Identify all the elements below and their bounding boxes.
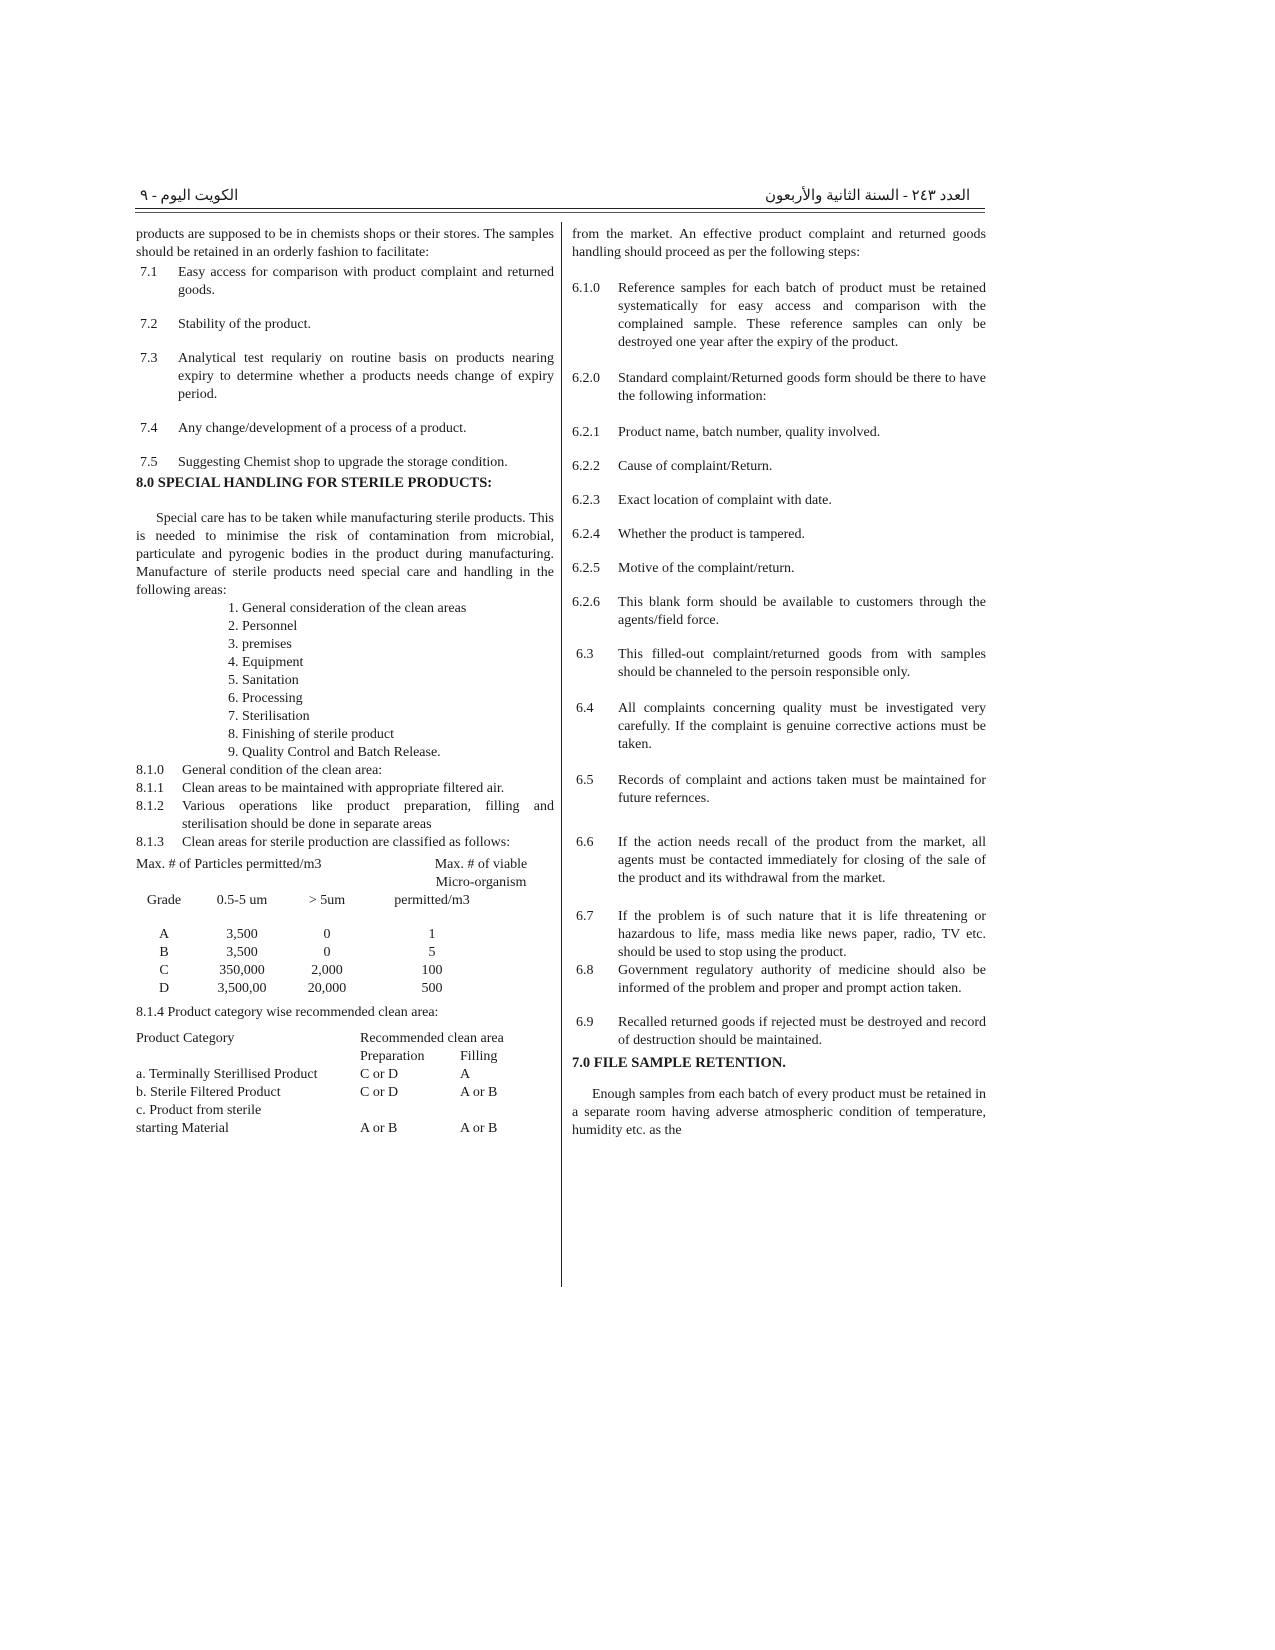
right-intro: from the market. An effective product complaint and returned goods handling should proceed as per the following steps:	[572, 227, 986, 260]
item-text: Recalled returned goods if rejected must be destroyed and record of destruction should be maintained.	[618, 1015, 986, 1048]
section-paragraph: Special care has to be taken while manufacturing sterile products. This is needed to minimise the risk of contamination from microbial, particulate and pyrogenic bodies in the product during manufacturing. Manufacture of sterile products need special care and handling in the following areas:	[136, 511, 554, 598]
item-text: Stability of the product.	[178, 317, 311, 332]
list-item	[572, 424, 986, 442]
list-item: 6. Processing	[228, 691, 303, 706]
table-cell: 0	[323, 945, 331, 960]
list-item	[572, 594, 986, 630]
item-text: If the action needs recall of the product from the market, all agents must be contacted immediately for closing of the sale of the product and its withdrawal from the market.	[618, 835, 986, 886]
table-header: > 5um	[308, 893, 346, 908]
table-cell: 350,000	[219, 963, 265, 978]
item-number: 7.5	[140, 455, 158, 470]
item-number: 7.2	[140, 317, 158, 332]
list-item	[572, 908, 986, 962]
table-cell: 20,000	[307, 981, 347, 996]
header-right-arabic: العدد ٢٤٣ - السنة الثانية والأربعون	[765, 188, 971, 204]
table-cell: C or D	[360, 1085, 399, 1100]
table-cell: c. Product from sterile	[136, 1103, 262, 1118]
item-number: 6.2.4	[572, 527, 600, 542]
table-header: Grade	[146, 893, 182, 908]
list-item	[572, 280, 986, 352]
item-text: Analytical test requlariy on routine basis on products nearing expiry to determine whether a products needs change of expiry period.	[178, 351, 554, 402]
table-header: 0.5-5 um	[216, 893, 268, 908]
item-text: Standard complaint/Returned goods form should be there to have the following information:	[618, 371, 986, 404]
item-text: This blank form should be available to customers through the agents/field force.	[618, 595, 986, 628]
item-number: 6.6	[576, 835, 594, 850]
left-column	[136, 226, 554, 1138]
section-subheading: 8.1.4 Product category wise recommended clean area:	[136, 1005, 439, 1020]
column-divider	[561, 222, 562, 1287]
list-item	[136, 316, 554, 334]
list-item	[136, 264, 554, 300]
item-text: General condition of the clean area:	[182, 763, 383, 778]
header-left-arabic: الكويت اليوم - ٩	[140, 188, 239, 204]
list-item	[572, 700, 986, 754]
item-text: Cause of complaint/Return.	[618, 459, 773, 474]
category-table	[136, 1030, 554, 1138]
item-number: 6.9	[576, 1015, 594, 1030]
list-item	[572, 646, 986, 682]
table-cell: C or D	[360, 1067, 399, 1082]
table-row	[136, 926, 554, 944]
list-item: 2. Personnel	[228, 619, 298, 634]
list-item	[572, 962, 986, 998]
item-text: Records of complaint and actions taken must be maintained for future refernces.	[618, 773, 986, 806]
table-cell: 2,000	[311, 963, 343, 978]
list-item: 4. Equipment	[228, 655, 304, 670]
table-cell: B	[159, 945, 169, 960]
item-number: 6.1.0	[572, 281, 600, 296]
section-paragraph: Enough samples from each batch of every product must be retained in a separate room having adverse atmospheric condition of temperature, humidity etc. as the	[572, 1087, 986, 1138]
item-text: All complaints concerning quality must be investigated very carefully. If the complaint is genuine corrective actions must be taken.	[618, 701, 986, 752]
list-item: 3. premises	[228, 637, 292, 652]
item-number: 6.2.1	[572, 425, 600, 440]
table-cell: A or B	[460, 1085, 498, 1100]
list-item	[136, 454, 554, 472]
grade-table	[136, 856, 554, 998]
item-number: 6.2.2	[572, 459, 600, 474]
item-number: 7.1	[140, 265, 158, 280]
item-text: Government regulatory authority of medicine should also be informed of the problem and proper and prompt action taken.	[618, 963, 986, 996]
list-item	[572, 492, 986, 510]
header-rule	[135, 208, 985, 209]
section-heading: 7.0 FILE SAMPLE RETENTION.	[572, 1055, 786, 1071]
table-cell	[460, 1102, 550, 1120]
item-number: 6.2.6	[572, 595, 600, 610]
list-item: 8. Finishing of sterile product	[228, 727, 395, 742]
table-cell: a. Terminally Sterillised Product	[136, 1067, 318, 1082]
table-row	[136, 980, 554, 998]
table-cell: A	[460, 1067, 471, 1082]
table-cell: 500	[421, 981, 443, 996]
table-header: Max. # of viable	[434, 857, 528, 872]
item-number: 8.1.2	[136, 799, 164, 814]
table-cell: A or B	[460, 1121, 498, 1136]
item-text: Various operations like product preparation, filling and sterilisation should be done in separate areas	[182, 799, 554, 832]
table-header-row	[136, 1048, 554, 1066]
list-item: 5. Sanitation	[228, 673, 299, 688]
table-header: Product Category	[136, 1031, 235, 1046]
item-number: 7.4	[140, 421, 158, 436]
item-text: Product name, batch number, quality involved.	[618, 425, 881, 440]
item-number: 6.3	[576, 647, 594, 662]
table-cell: A	[158, 927, 170, 942]
table-header: Micro-organism	[435, 875, 527, 890]
table-header-row	[136, 874, 554, 892]
table-header-row	[136, 892, 554, 910]
list-item	[572, 526, 986, 544]
table-header-row	[136, 856, 554, 874]
item-number: 6.2.3	[572, 493, 600, 508]
table-cell: 3,500	[226, 945, 258, 960]
table-row	[136, 1084, 554, 1102]
left-intro: products are supposed to be in chemists shops or their stores. The samples should be retained in an orderly fashion to facilitate:	[136, 227, 554, 260]
list-item: 1. General consideration of the clean areas	[228, 601, 467, 616]
item-text: This filled-out complaint/returned goods from with samples should be channeled to the persoin responsible only.	[618, 647, 986, 680]
item-number: 8.1.0	[136, 763, 164, 778]
item-number: 7.3	[140, 351, 158, 366]
areas-list	[136, 600, 554, 762]
list-item	[136, 834, 554, 852]
item-text: Clean areas to be maintained with appropriate filtered air.	[182, 781, 505, 796]
header-rule-thin	[135, 212, 985, 213]
section-heading: 8.0 SPECIAL HANDLING FOR STERILE PRODUCTS:	[136, 475, 493, 491]
item-number: 6.5	[576, 773, 594, 788]
list-item: 9. Quality Control and Batch Release.	[228, 745, 441, 760]
table-row	[136, 944, 554, 962]
item-number: 6.2.0	[572, 371, 600, 386]
table-cell: 3,500	[226, 927, 258, 942]
list-item	[136, 350, 554, 404]
item-number: 8.1.1	[136, 781, 164, 796]
item-text: Motive of the complaint/return.	[618, 561, 795, 576]
list-item	[136, 762, 554, 780]
list-item	[572, 458, 986, 476]
item-number: 8.1.3	[136, 835, 164, 850]
item-text: If the problem is of such nature that it is life threatening or hazardous to life, mass media like news paper, radio, TV etc. should be used to stop using the product.	[618, 909, 986, 960]
list-item	[572, 560, 986, 578]
item-number: 6.7	[576, 909, 594, 924]
table-cell: 1	[428, 927, 436, 942]
item-text: Any change/development of a process of a product.	[178, 421, 467, 436]
table-cell: D	[158, 981, 170, 996]
item-number: 6.8	[576, 963, 594, 978]
table-row	[136, 1102, 554, 1120]
table-header: permitted/m3	[394, 893, 470, 908]
table-header: Max. # of Particles permitted/m3	[136, 857, 322, 872]
table-cell: starting Material	[136, 1121, 229, 1136]
table-cell: 3,500,00	[217, 981, 267, 996]
item-text: Suggesting Chemist shop to upgrade the storage condition.	[178, 455, 508, 470]
list-item	[136, 420, 554, 438]
table-cell: 100	[421, 963, 443, 978]
item-number: 6.2.5	[572, 561, 600, 576]
table-cell: 0	[323, 927, 331, 942]
table-cell: b. Sterile Filtered Product	[136, 1085, 281, 1100]
list-item	[572, 370, 986, 406]
table-cell: A or B	[360, 1121, 398, 1136]
item-number: 6.4	[576, 701, 594, 716]
table-header-row	[136, 1030, 554, 1048]
item-text: Reference samples for each batch of product must be retained systematically for easy access and comparison with the complained sample. These reference samples can only be destroyed one year after the expiry of the product.	[618, 281, 986, 350]
item-text: Exact location of complaint with date.	[618, 493, 832, 508]
list-item: 7. Sterilisation	[228, 709, 310, 724]
table-header: Filling	[460, 1049, 498, 1064]
table-row	[136, 1120, 554, 1138]
list-item	[136, 780, 554, 798]
list-item	[572, 1014, 986, 1050]
item-text: Clean areas for sterile production are classified as follows:	[182, 835, 511, 850]
list-item	[572, 772, 986, 808]
list-item	[572, 834, 986, 888]
table-cell: C	[159, 963, 169, 978]
table-row	[136, 962, 554, 980]
item-text: Easy access for comparison with product complaint and returned goods.	[178, 265, 554, 298]
item-text: Whether the product is tampered.	[618, 527, 805, 542]
right-column	[572, 226, 986, 1140]
table-cell: 5	[428, 945, 436, 960]
table-header: Recommended clean area	[360, 1031, 504, 1046]
table-header: Preparation	[360, 1049, 425, 1064]
table-row	[136, 1066, 554, 1084]
list-item	[136, 798, 554, 834]
table-cell	[360, 1102, 460, 1120]
